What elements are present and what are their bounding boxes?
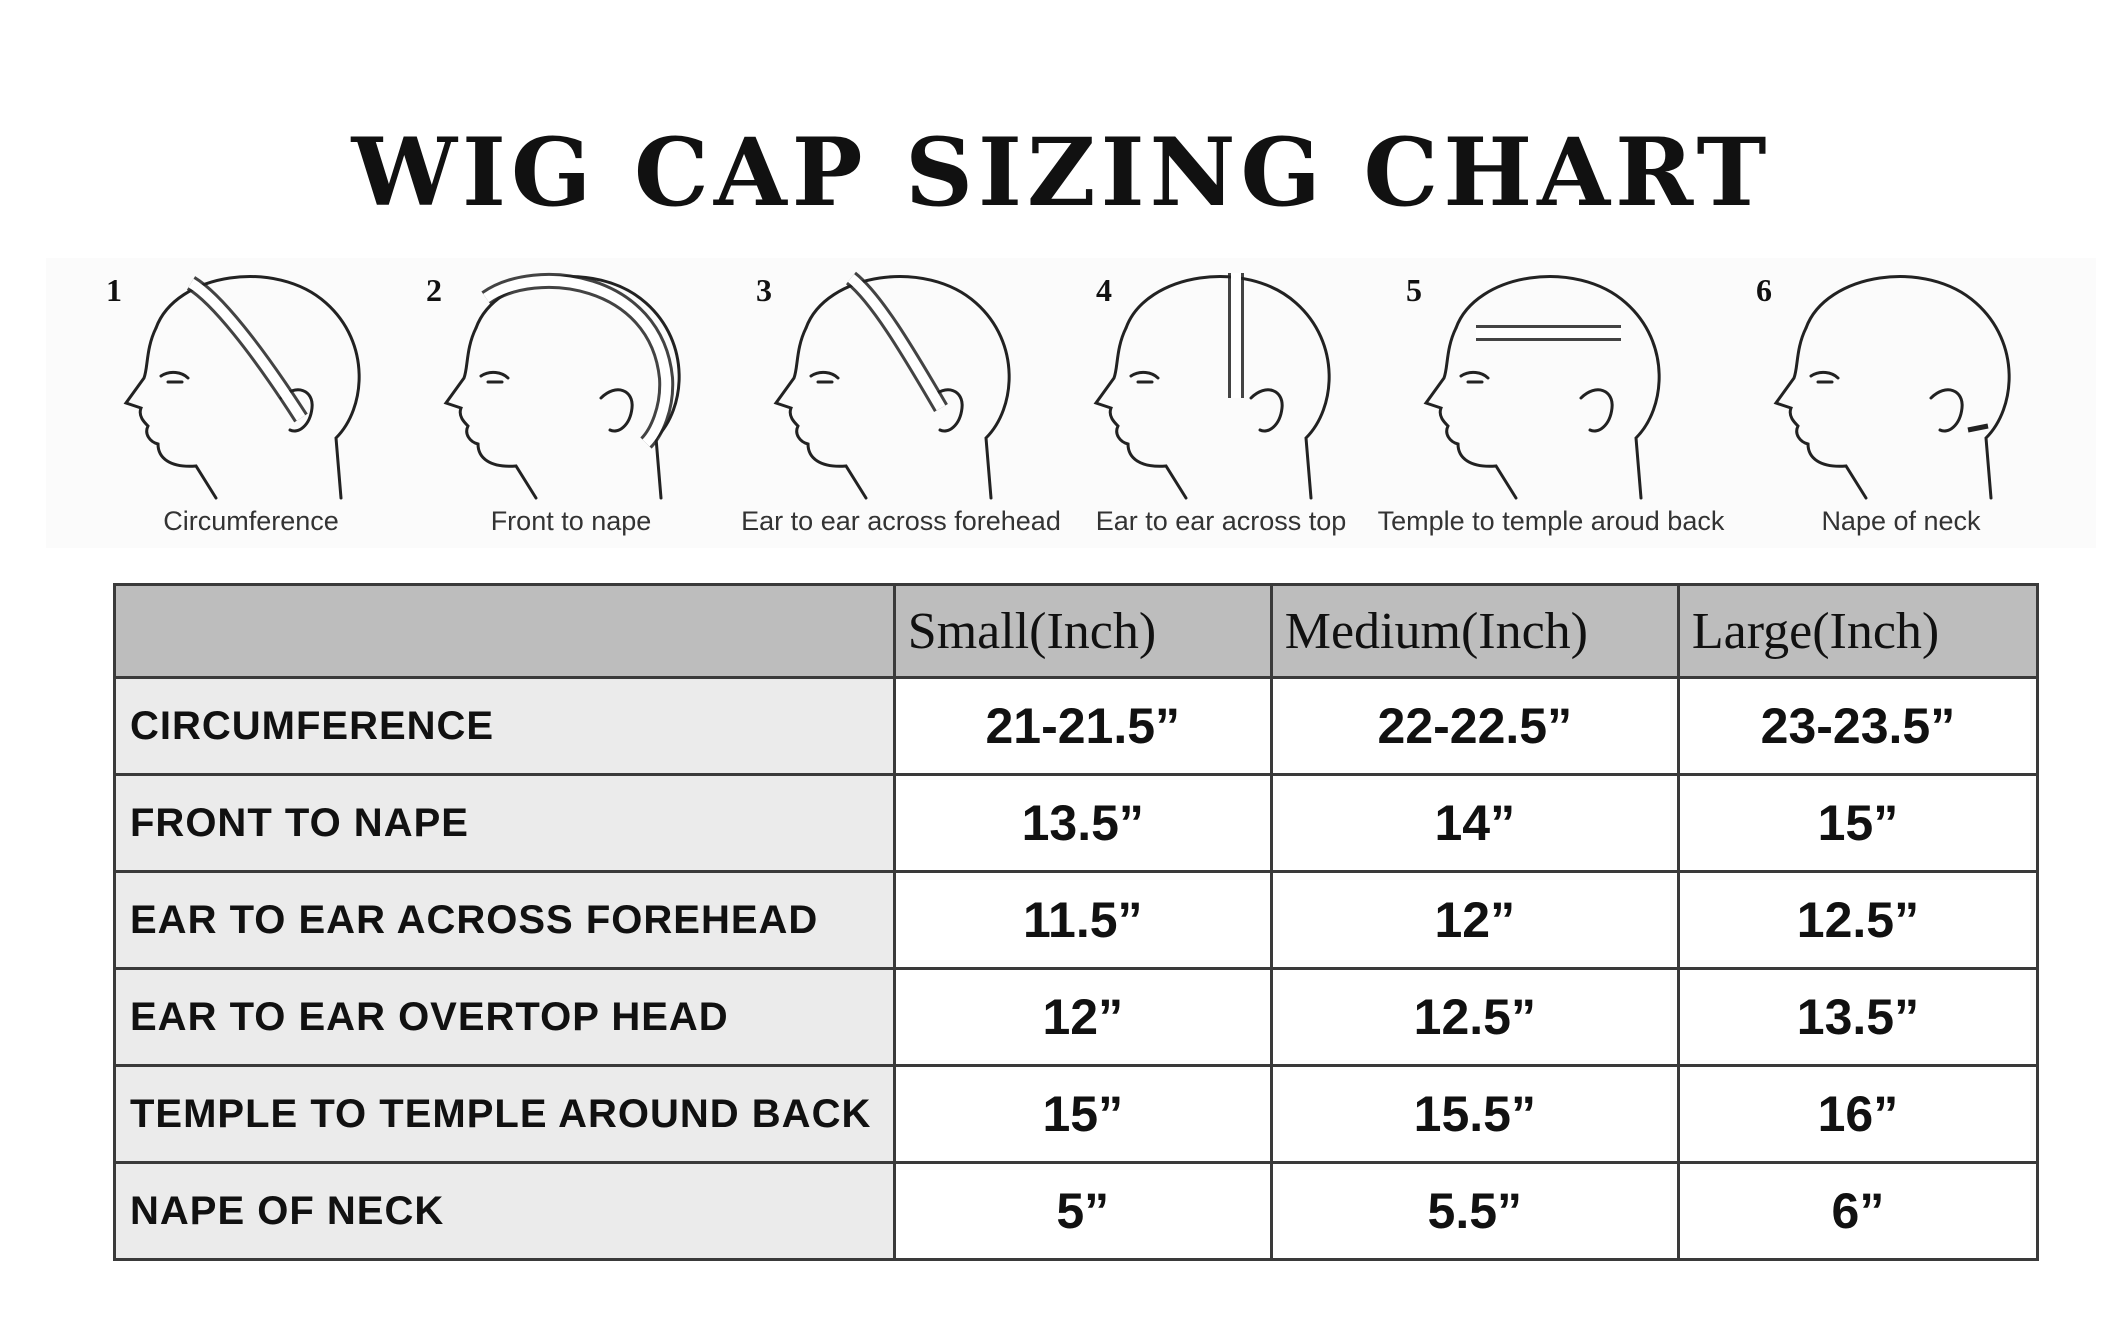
row-label-cell: NAPE OF NECK <box>115 1163 895 1260</box>
diagram-label: Circumference <box>163 506 339 536</box>
large-value-cell: 16” <box>1678 1066 2037 1163</box>
diagram-6 <box>1736 258 2066 548</box>
diagram-number: 5 <box>1406 272 1422 308</box>
diagram-label: Nape of neck <box>1821 506 1981 536</box>
diagram-number: 3 <box>756 272 772 308</box>
large-value-cell: 6” <box>1678 1163 2037 1260</box>
medium-value-cell: 12” <box>1271 872 1678 969</box>
diagram-number: 2 <box>426 272 442 308</box>
diagram-label: Front to nape <box>490 506 652 536</box>
sizing-table <box>113 583 2039 1261</box>
chart-title: WIG CAP SIZING CHART <box>351 118 1772 228</box>
medium-value-cell: 5.5” <box>1271 1163 1678 1260</box>
table-row <box>115 775 2038 872</box>
medium-value-cell: 12.5” <box>1271 969 1678 1066</box>
diagram-label: Ear to ear across forehead <box>741 506 1061 536</box>
head-ear-to-ear-forehead-measure-icon <box>736 258 1066 508</box>
diagram-number: 4 <box>1096 272 1112 308</box>
row-label-cell: CIRCUMFERENCE <box>115 678 895 775</box>
table-row <box>115 969 2038 1066</box>
head-temple-to-temple-measure-icon <box>1386 258 1716 508</box>
diagram-number: 6 <box>1756 272 1772 308</box>
row-label-cell: FRONT TO NAPE <box>115 775 895 872</box>
diagram-label: Ear to ear across top <box>1095 506 1347 536</box>
small-value-cell: 11.5” <box>894 872 1271 969</box>
small-value-cell: 13.5” <box>894 775 1271 872</box>
large-value-cell: 13.5” <box>1678 969 2037 1066</box>
table-row <box>115 872 2038 969</box>
medium-value-cell: 14” <box>1271 775 1678 872</box>
head-circumference-measure-icon <box>86 258 416 508</box>
large-value-cell: 23-23.5” <box>1678 678 2037 775</box>
large-value-cell: 15” <box>1678 775 2037 872</box>
diagram-4 <box>1056 258 1386 548</box>
table-row <box>115 678 2038 775</box>
diagram-label: Temple to temple aroud back <box>1377 506 1725 536</box>
small-value-cell: 5” <box>894 1163 1271 1260</box>
large-value-cell: 12.5” <box>1678 872 2037 969</box>
measurement-diagrams <box>46 258 2096 548</box>
diagram-1 <box>86 258 416 548</box>
table-row <box>115 1163 2038 1260</box>
diagram-number: 1 <box>106 272 122 308</box>
row-label-cell: EAR TO EAR OVERTOP HEAD <box>115 969 895 1066</box>
head-nape-of-neck-measure-icon <box>1736 258 2066 508</box>
small-value-cell: 12” <box>894 969 1271 1066</box>
head-front-to-nape-measure-icon <box>406 258 736 508</box>
medium-value-cell: 15.5” <box>1271 1066 1678 1163</box>
header-empty-cell <box>115 585 895 678</box>
row-label-cell: TEMPLE TO TEMPLE AROUND BACK <box>115 1066 895 1163</box>
medium-value-cell: 22-22.5” <box>1271 678 1678 775</box>
header-medium: Medium(Inch) <box>1271 585 1678 678</box>
header-large: Large(Inch) <box>1678 585 2037 678</box>
table-row <box>115 1066 2038 1163</box>
header-small: Small(Inch) <box>894 585 1271 678</box>
diagram-2 <box>406 258 736 548</box>
row-label-cell: EAR TO EAR ACROSS FOREHEAD <box>115 872 895 969</box>
small-value-cell: 21-21.5” <box>894 678 1271 775</box>
diagram-3 <box>736 258 1066 548</box>
table-header-row <box>115 585 2038 678</box>
small-value-cell: 15” <box>894 1066 1271 1163</box>
diagram-5 <box>1377 258 1725 548</box>
